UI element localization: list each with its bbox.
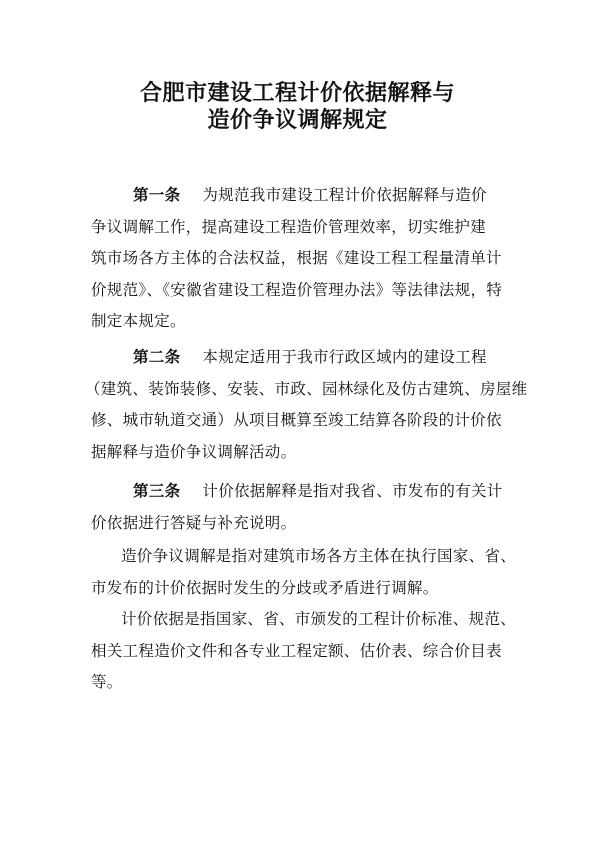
document-title-line-2: 造价争议调解规定 [207,108,388,133]
article-1-line-4: 价规范》、《安徽省建设工程造价管理办法》等法律法规，特 [91,280,503,299]
basis-line-2: 相关工程造价文件和各专业工程定额、估价表、综合价目表 [91,641,502,660]
article-1-line-3: 筑市场各方主体的合法权益，根据《建设工程工程量清单计 [91,249,502,267]
article-2 [85,342,528,468]
article-3-line-1 [91,476,511,508]
article-1 [91,180,511,338]
basis-line-1: 计价依据是指国家、省、市颁发的工程计价标准、规范、 [121,610,517,628]
article-2-line-2: （建筑、装饰装修、安装、市政、园林绿化及仿古建筑、房屋维 [85,379,528,398]
article-2-text-1: 本规定适用于我市行政区域内的建设工程 [202,348,487,366]
document-title-line-1: 合肥市建设工程计价依据解释与 [139,81,455,106]
article-1-text-1: 为规范我市建设工程计价依据解释与造价 [202,186,487,204]
article-3-text-1: 计价依据解释是指对我省、市发布的有关计 [202,482,503,500]
article-1-line-2: 争议调解工作，提高建设工程造价管理效率，切实维护建 [91,217,487,236]
article-3 [91,476,511,539]
article-3-heading: 第三条 [133,482,181,500]
dispute-definition [91,541,517,604]
pricing-basis-definition [91,604,517,699]
article-2-line-4: 据解释与造价争议调解活动。 [91,442,297,461]
article-1-heading: 第一条 [133,186,181,204]
article-2-line-1 [91,342,511,374]
article-1-line-5: 制定本规定。 [91,312,186,330]
article-3-line-2: 价依据进行答疑与补充说明。 [91,513,297,532]
article-2-line-3: 修、城市轨道交通）从项目概算至竣工结算各阶段的计价依 [91,411,502,429]
article-1-line-1 [91,180,511,212]
dispute-line-2: 市发布的计价依据时发生的分歧或矛盾进行调解。 [91,578,439,597]
dispute-line-1: 造价争议调解是指对建筑市场各方主体在执行国家、省、 [121,547,517,565]
basis-line-3: 等。 [91,673,123,691]
article-2-heading: 第二条 [133,348,181,366]
